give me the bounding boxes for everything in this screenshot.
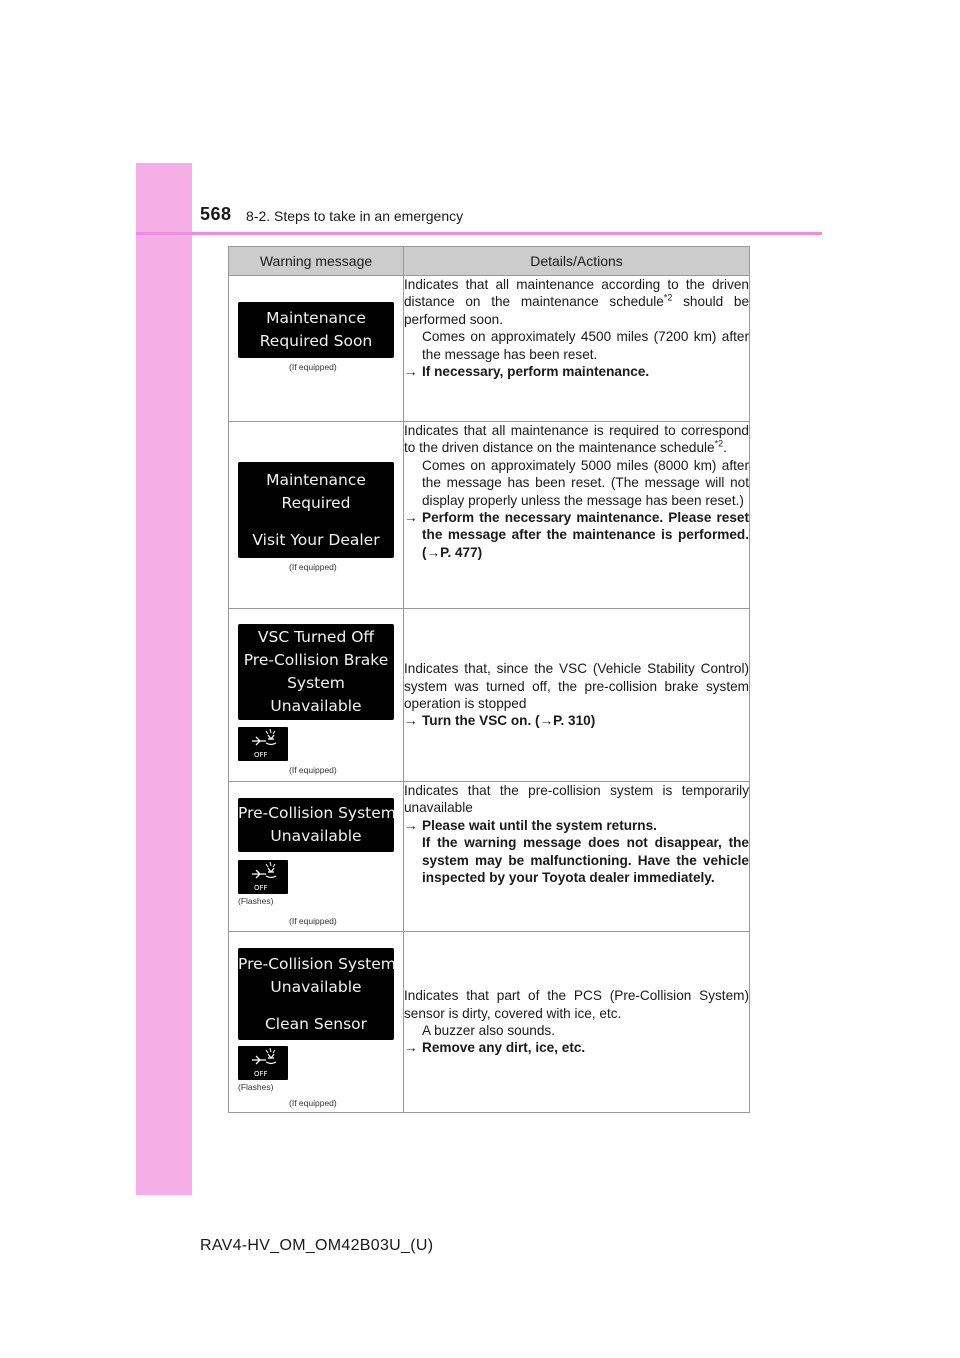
display-line: Required Soon [259, 332, 373, 350]
details-text: Indicates that part of the PCS (Pre-Collision System) sensor is dirty, covered with ice, etc. [404, 988, 749, 1021]
details-text: Indicates that the pre-collision system is temporarily unavailable [404, 783, 749, 816]
warning-image-cell [229, 782, 404, 932]
display-line: Required [281, 493, 351, 512]
display-line: Maintenance [266, 470, 366, 489]
pre-collision-off-icon [238, 1046, 288, 1080]
details-cell [404, 276, 750, 422]
warning-image-cell [229, 422, 404, 609]
off-label: OFF [254, 751, 268, 759]
display-line: Unavailable [270, 827, 362, 845]
arrow-icon: → [404, 510, 418, 526]
section-title: 8-2. Steps to take in an emergency [246, 208, 464, 224]
action-line [404, 1039, 749, 1056]
if-equipped-note: (If equipped) [289, 1098, 337, 1108]
arrow-icon: → [404, 1040, 418, 1056]
arrow-icon: → [404, 817, 418, 833]
warning-image-cell [229, 276, 404, 422]
display-gap [238, 515, 394, 529]
warning-message-table [228, 246, 750, 1113]
off-label: OFF [254, 1070, 268, 1078]
if-equipped-note: (If equipped) [289, 362, 337, 372]
table-header-row [229, 247, 750, 276]
display-line: Clean Sensor [264, 1014, 368, 1033]
flashes-note: (Flashes) [238, 1082, 274, 1092]
display-line: Pre-Collision System [238, 804, 396, 822]
display-line: Unavailable [270, 977, 362, 996]
flashes-note: (Flashes) [238, 896, 274, 906]
details-text: Indicates that all maintenance according to the driven distance on the maintenance schedule [404, 277, 749, 310]
action-text: Turn the VSC on. ( [422, 713, 540, 729]
details-text: Indicates that, since the VSC (Vehicle Stability Control) system was turned off, the pre-collision brake system operation is stopped [404, 661, 749, 711]
table-row [229, 782, 750, 932]
details-cell [404, 932, 750, 1113]
page-number: 568 [200, 204, 232, 224]
arrow-icon: → [426, 544, 441, 560]
off-label: OFF [254, 884, 268, 892]
display-line: System [287, 674, 345, 692]
pre-collision-off-icon [238, 860, 288, 894]
if-equipped-note: (If equipped) [289, 765, 337, 775]
display-line: Pre-Collision System [238, 954, 396, 973]
action-line [404, 363, 749, 380]
details-cell [404, 782, 750, 932]
document-code-footer: RAV4-HV_OM_OM42B03U_(U) [200, 1237, 434, 1254]
column-header-warning: Warning message [229, 247, 404, 276]
details-indent: A buzzer also sounds. [422, 1023, 555, 1038]
action-subtext: If the warning message does not disappear, the system may be malfunctioning. Have the vehicle inspected by your Toyota dealer immediately. [422, 835, 749, 886]
action-text: Please wait until the system returns. [422, 817, 657, 833]
display-line: Maintenance [266, 309, 366, 327]
details-text: should be performed soon. [404, 294, 750, 327]
footnote-ref: *2 [714, 438, 724, 449]
column-header-details: Details/Actions [404, 247, 750, 276]
display-line: Unavailable [270, 697, 362, 715]
page-reference: P. 310) [553, 713, 596, 729]
details-cell [404, 609, 750, 782]
table-row [229, 609, 750, 782]
maintenance-required-display [238, 462, 394, 558]
details-text: . [723, 440, 727, 456]
details-indent: Comes on approximately 4500 miles (7200 km) after the message has been reset. [422, 329, 749, 362]
footnote-ref: *2 [663, 292, 673, 303]
action-line [404, 712, 749, 729]
action-text: Perform the necessary maintenance. Please reset the message after the maintenance is performed. ( [422, 510, 749, 560]
display-gap [238, 999, 394, 1013]
display-line: VSC Turned Off [257, 628, 375, 646]
action-line [404, 817, 749, 834]
warning-image-cell [229, 609, 404, 782]
warning-image-cell [229, 932, 404, 1113]
details-text: Indicates that all maintenance is required to correspond to the driven distance on the maintenance schedule [404, 423, 749, 456]
pcs-unavailable-display [238, 798, 394, 852]
table-row [229, 276, 750, 422]
details-indent: Comes on approximately 5000 miles (8000 km) after the message has been reset. (The message will not display properly unless the message has been reset.) [422, 457, 749, 508]
pre-collision-off-icon [238, 727, 288, 761]
side-tab-band [136, 163, 192, 1195]
vsc-off-display [238, 624, 394, 720]
pcs-clean-sensor-display [238, 948, 394, 1040]
details-cell [404, 422, 750, 609]
display-line: Pre-Collision Brake [243, 651, 389, 669]
arrow-icon: → [404, 364, 418, 380]
arrow-icon: → [539, 713, 554, 729]
arrow-icon: → [404, 713, 418, 729]
table-row [229, 422, 750, 609]
if-equipped-note: (If equipped) [289, 916, 337, 926]
action-text: Remove any dirt, ice, etc. [422, 1040, 586, 1056]
if-equipped-note: (If equipped) [289, 562, 337, 572]
maintenance-soon-display [238, 302, 394, 358]
action-line [404, 509, 749, 561]
table-row [229, 932, 750, 1113]
page-reference: P. 477) [440, 544, 483, 560]
action-subtext-line [404, 834, 749, 886]
header-rule [136, 232, 822, 235]
action-text: If necessary, perform maintenance. [422, 364, 650, 380]
display-line: Visit Your Dealer [252, 530, 380, 549]
